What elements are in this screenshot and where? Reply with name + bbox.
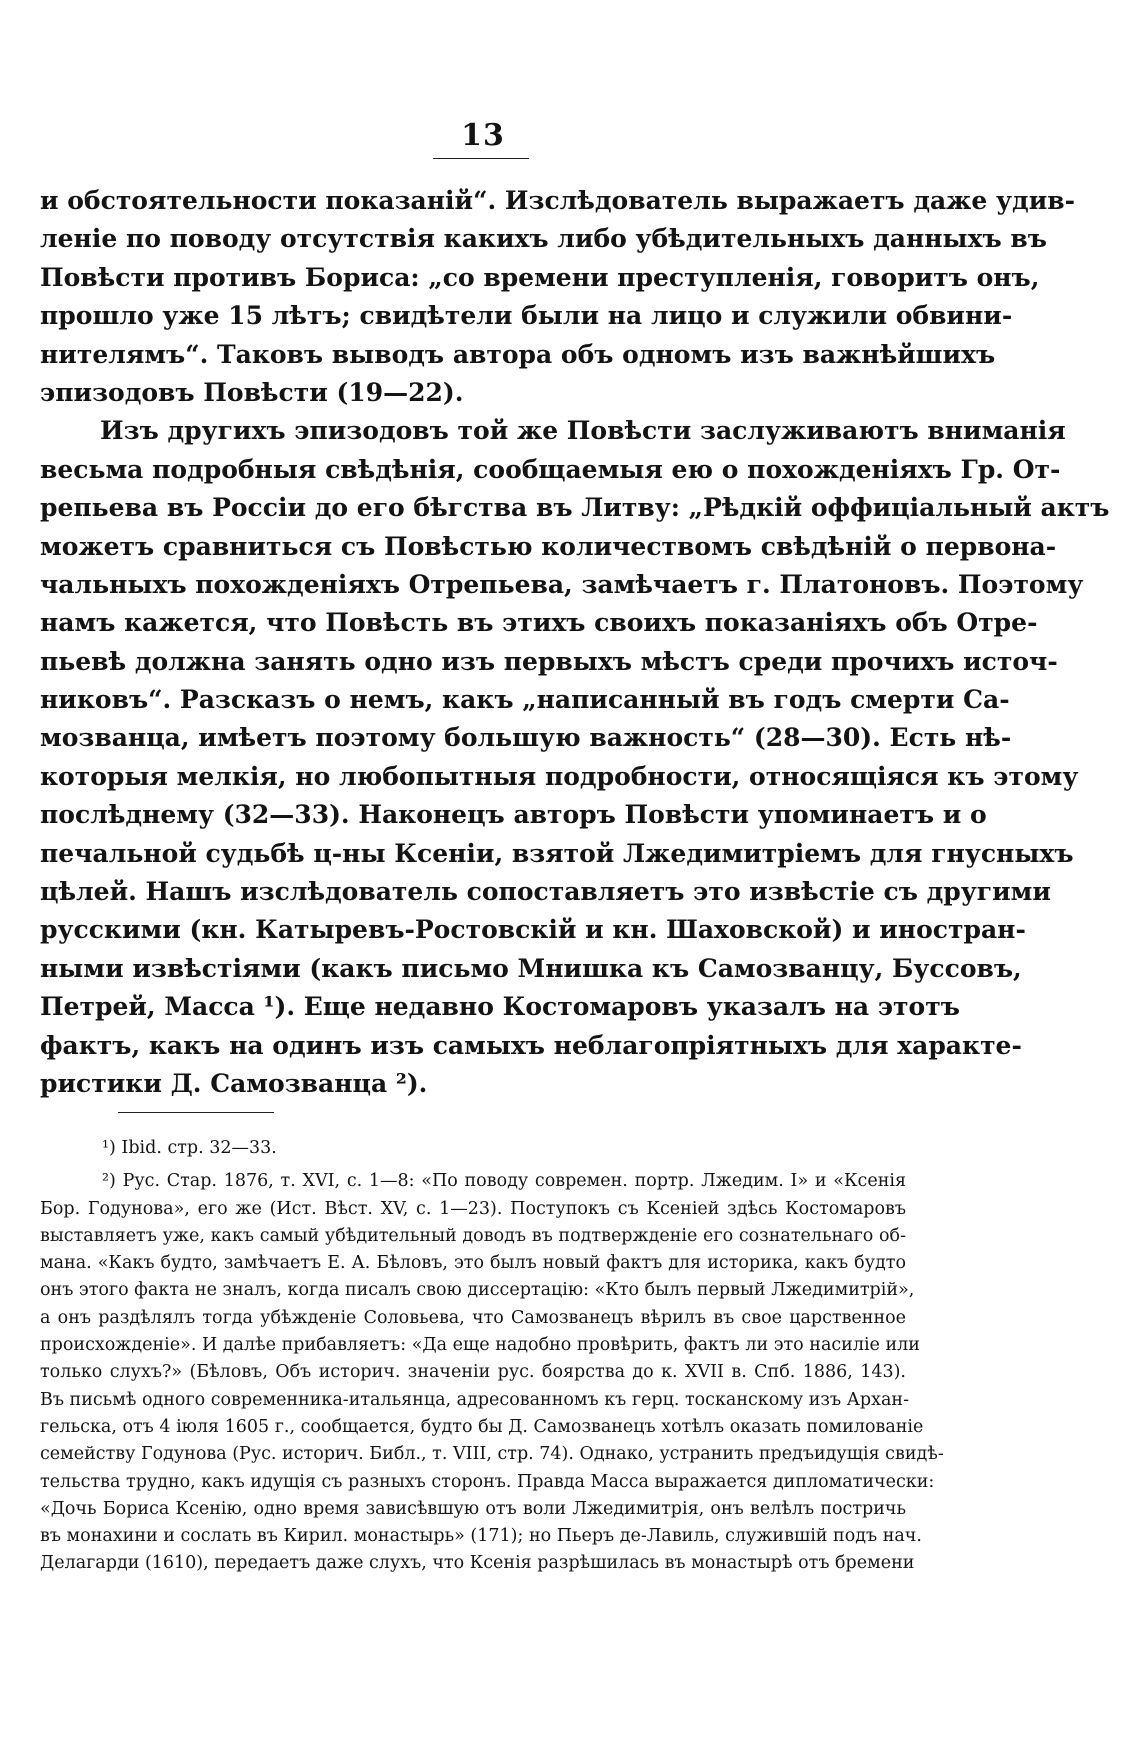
page-number: 13 bbox=[461, 118, 505, 153]
text-line: репьева въ Россіи до его бѣгства въ Литву: „Рѣдкій оффиціальный актъ bbox=[40, 493, 1110, 523]
text-line: можетъ сравниться съ Повѣстью количествомъ свѣдѣній о первона- bbox=[40, 531, 1057, 561]
footnote-line: выставляетъ уже, какъ самый убѣдительный доводъ въ подтвержденіе его сознательнаго об- bbox=[40, 1225, 906, 1246]
text-line: фактъ, какъ на одинъ изъ самыхъ неблагопріятныхъ для характе- bbox=[40, 1030, 1022, 1060]
text-line: и обстоятельности показаній“. Изслѣдователь выражаетъ даже удив- bbox=[40, 186, 1075, 215]
text-line: прошло уже 15 лѣтъ; свидѣтели были на лицо и служили обвини- bbox=[40, 301, 1013, 331]
footnote-line: «Дочь Бориса Ксенію, одно время зависѣвшую отъ воли Лжедимитрія, онъ велѣлъ постричь bbox=[40, 1498, 906, 1519]
footnote-line: семейству Годунова (Рус. историч. Библ., т. VIII, стр. 74). Однако, устранить предъидущія свидѣ- bbox=[40, 1444, 944, 1465]
text-line: ристики Д. Самозванца ²). bbox=[40, 1068, 428, 1098]
text-line: намъ кажется, что Повѣсть въ этихъ своихъ показаніяхъ объ Отре- bbox=[40, 608, 1038, 638]
text-line: русскими (кн. Катыревъ-Ростовскій и кн. Шаховской) и иностран- bbox=[40, 915, 1026, 945]
page-number-underline bbox=[433, 158, 529, 159]
footnote-2: ²) Рус. Стар. 1876, т. XVI, с. 1—8: «По поводу современ. портр. Лжедим. I» и «Ксенія bbox=[102, 1171, 906, 1192]
footnote-line: происхожденіе». И далѣе прибавляетъ: «Да еще надобно провѣрить, фактъ ли это насиліе или bbox=[40, 1335, 920, 1356]
text-line: которыя мелкія, но любопытныя подробности, относящіяся къ этому bbox=[40, 761, 1079, 791]
text-line: Повѣсти противъ Бориса: „со времени преступленія, говоритъ онъ, bbox=[40, 262, 1040, 292]
footnote-separator bbox=[118, 1112, 274, 1113]
text-line: леніе по поводу отсутствія какихъ либо убѣдительныхъ данныхъ въ bbox=[40, 224, 1047, 254]
text-line: весьма подробныя свѣдѣнія, сообщаемыя ею о похожденіяхъ Гр. От- bbox=[40, 454, 1061, 484]
footnote-line: тельства трудно, какъ идущія съ разныхъ сторонъ. Правда Масса выражается дипломатически: bbox=[40, 1471, 935, 1492]
text-line: ными извѣстіями (какъ письмо Мнишка къ Самозванцу, Буссовъ, bbox=[40, 953, 1022, 983]
footnote-line: Бор. Годунова», его же (Ист. Вѣст. XV, с. 1—23). Поступокъ съ Ксеніей здѣсь Костомаровъ bbox=[40, 1198, 906, 1219]
text-line: нителямъ“. Таковъ выводъ автора объ одномъ изъ важнѣйшихъ bbox=[40, 339, 996, 369]
text-line: мозванца, имѣетъ поэтому большую важность“ (28—30). Есть нѣ- bbox=[40, 723, 1012, 753]
footnotes bbox=[40, 1135, 944, 1578]
text-line: цѣлей. Нашъ изслѣдователь сопоставляетъ это извѣстіе съ другими bbox=[40, 877, 1051, 907]
footnote-line: только слухъ?» (Бѣловъ, Объ историч. значеніи рус. боярства до к. XVII в. Спб. 1886, 143). bbox=[40, 1362, 906, 1383]
footnote-line: а онъ раздѣлялъ тогда убѣжденіе Соловьева, что Самозванецъ вѣрилъ въ свое царственное bbox=[40, 1307, 906, 1328]
text-line: чальныхъ похожденіяхъ Отрепьева, замѣчаетъ г. Платоновъ. Поэтому bbox=[40, 569, 1084, 599]
text-line: печальной судьбѣ ц-ны Ксеніи, взятой Лжедимитріемъ для гнусныхъ bbox=[40, 838, 1074, 868]
footnote-line: гельска, отъ 4 іюля 1605 г., сообщается, будто бы Д. Самозванецъ хотѣлъ оказать помилованіе bbox=[40, 1416, 924, 1437]
text-line: Петрей, Масса ¹). Еще недавно Костомаровъ указалъ на этотъ bbox=[40, 992, 960, 1022]
text-line: пьевѣ должна занять одно изъ первыхъ мѣстъ среди прочихъ источ- bbox=[40, 646, 1058, 676]
text-line: эпизодовъ Повѣсти (19—22). bbox=[40, 377, 464, 407]
footnote-line: Делагарди (1610), передаетъ даже слухъ, что Ксенія разрѣшилась въ монастырѣ отъ бремени bbox=[40, 1553, 915, 1574]
main-text bbox=[40, 182, 1110, 1103]
footnote-line: мана. «Какъ будто, замѣчаетъ Е. А. Бѣловъ, это былъ новый фактъ для историка, какъ будто bbox=[40, 1253, 906, 1274]
text-line: никовъ“. Разсказъ о немъ, какъ „написанный въ годъ смерти Са- bbox=[40, 685, 1010, 715]
footnote-line: въ монахини и сослать въ Кирил. монастырь» (171); но Пьеръ де-Лавиль, служившій подъ нач. bbox=[40, 1526, 922, 1547]
footnote-line: онъ этого факта не зналъ, когда писалъ свою диссертацію: «Кто былъ первый Лжедимитрій», bbox=[40, 1280, 915, 1301]
paragraph-start: Изъ другихъ эпизодовъ той же Повѣсти заслуживаютъ вниманія bbox=[100, 416, 1066, 446]
footnote-1: ¹) Ibid. стр. 32—33. bbox=[102, 1138, 277, 1158]
text-line: послѣднему (32—33). Наконецъ авторъ Повѣсти упоминаетъ и о bbox=[40, 800, 987, 830]
footnote-line: Въ письмѣ одного современника-итальянца, адресованномъ къ герц. тосканскому изъ Архан- bbox=[40, 1389, 909, 1410]
